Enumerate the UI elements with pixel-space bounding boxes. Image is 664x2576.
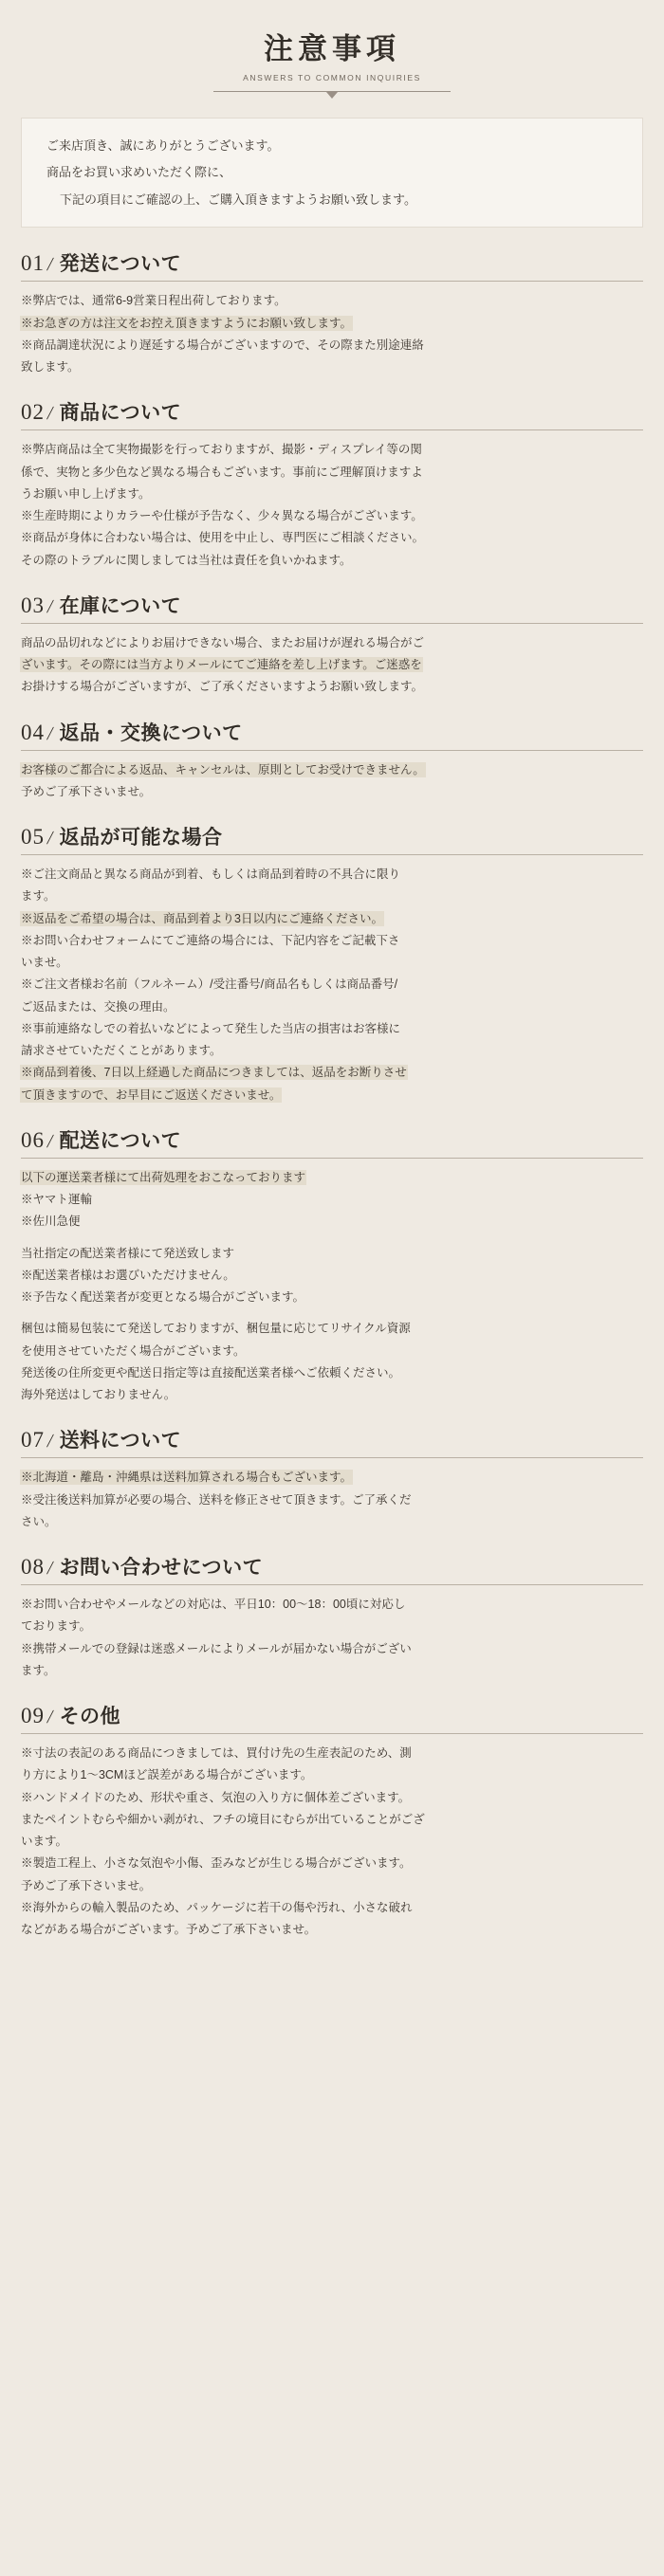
section-line xyxy=(21,1086,643,1105)
section-number: 07 xyxy=(21,1428,45,1452)
section-body xyxy=(21,1595,643,1680)
section-body xyxy=(21,633,643,697)
section-line xyxy=(21,1920,643,1939)
section-line xyxy=(21,1468,643,1487)
section-number: 04 xyxy=(21,720,45,744)
section-title: 商品について xyxy=(59,402,182,425)
section-title: 発送について xyxy=(59,253,182,276)
notice-section xyxy=(21,591,643,697)
section-line xyxy=(21,1019,643,1038)
plain-text: ※寸法の表記のある商品につきましては、買付け先の生産表記のため、測 xyxy=(21,1746,412,1761)
slash-icon: / xyxy=(46,1707,55,1728)
section-title: 在庫について xyxy=(59,594,182,617)
page-header xyxy=(0,0,664,99)
plain-text: ※商品が身体に合わない場合は、使用を中止し、専門医にご相談ください。 xyxy=(21,531,425,545)
notice-section xyxy=(21,1552,643,1680)
line-spacer xyxy=(21,1234,643,1244)
notice-section xyxy=(21,718,643,802)
notice-section xyxy=(21,822,643,1105)
slash-icon: / xyxy=(46,254,55,276)
plain-text: 海外発送はしておりません。 xyxy=(21,1388,176,1402)
plain-text: ※弊店商品は全て実物撮影を行っておりますが、撮影・ディスプレイ等の関 xyxy=(21,443,422,457)
plain-text: ※商品調達状況により遅延する場合がございますので、その際また別途連絡 xyxy=(21,338,424,352)
slash-icon: / xyxy=(46,828,55,850)
section-line xyxy=(21,633,643,652)
section-line xyxy=(21,528,643,547)
notice-section xyxy=(21,1125,643,1405)
plain-text: ※弊店では、通常6-9営業日程出荷しております。 xyxy=(21,294,286,308)
section-heading xyxy=(21,248,643,282)
highlighted-text: お客様のご都合による返品、キャンセルは、原則としてお受けできません。 xyxy=(21,762,425,776)
section-line xyxy=(21,506,643,525)
highlighted-text: ざいます。その際には当方よりメールにてご連絡を差し上げます。ご迷惑を xyxy=(21,658,422,672)
section-line xyxy=(21,1266,643,1285)
highlighted-text: 以下の運送業者様にて出荷処理をおこなっております xyxy=(21,1170,306,1184)
plain-text: 梱包は簡易包装にて発送しておりますが、梱包量に応じてリサイクル資源 xyxy=(21,1322,411,1336)
plain-text: ます。 xyxy=(21,1663,56,1677)
section-line xyxy=(21,886,643,905)
section-line xyxy=(21,1363,643,1382)
section-body xyxy=(21,1744,643,1939)
line-spacer xyxy=(21,1309,643,1319)
plain-text: います。 xyxy=(21,1835,68,1849)
section-heading xyxy=(21,1125,643,1159)
section-heading xyxy=(21,1552,643,1585)
highlighted-text: ※商品到着後、7日以上経過した商品につきましては、返品をお断りさせ xyxy=(21,1066,407,1080)
section-line xyxy=(21,1212,643,1231)
highlighted-text: ※返品をご希望の場合は、商品到着より3日以内にご連絡ください。 xyxy=(21,911,383,925)
section-line xyxy=(21,314,643,333)
section-title: その他 xyxy=(59,1706,121,1728)
section-line xyxy=(21,1765,643,1784)
section-number: 08 xyxy=(21,1555,45,1580)
notice-section xyxy=(21,248,643,376)
section-body xyxy=(21,291,643,376)
section-heading xyxy=(21,822,643,855)
section-line xyxy=(21,551,643,570)
sections-container xyxy=(0,248,664,1939)
section-number: 05 xyxy=(21,825,45,850)
section-number: 02 xyxy=(21,400,45,425)
section-line xyxy=(21,1168,643,1187)
plain-text: ※ヤマト運輸 xyxy=(21,1193,93,1207)
plain-text: ※携帯メールでの登録は迷惑メールによりメールが届かない場合がござい xyxy=(21,1641,412,1655)
section-line xyxy=(21,463,643,482)
plain-text: その際のトラブルに関しましては当社は責任を負いかねます。 xyxy=(21,553,352,567)
highlighted-text: ※北海道・離島・沖縄県は送料加算される場合もございます。 xyxy=(21,1471,353,1485)
section-body xyxy=(21,865,643,1105)
page-title: 注意事項 xyxy=(264,32,400,65)
section-line xyxy=(21,655,643,674)
plain-text: ております。 xyxy=(21,1619,92,1634)
intro-line-2: 商品をお買い求めいただく際に、 xyxy=(46,165,232,180)
slash-icon: / xyxy=(46,1431,55,1452)
section-line xyxy=(21,357,643,376)
plain-text: うお願い申し上げます。 xyxy=(21,486,151,501)
section-line xyxy=(21,997,643,1016)
section-line xyxy=(21,1385,643,1404)
section-number: 09 xyxy=(21,1704,45,1728)
section-line xyxy=(21,1876,643,1895)
plain-text: ご返品または、交換の理由。 xyxy=(21,999,175,1014)
section-line xyxy=(21,865,643,884)
plain-text: 予めご了承下さいませ。 xyxy=(21,784,152,798)
plain-text: いませ。 xyxy=(21,956,68,970)
section-line xyxy=(21,291,643,310)
plain-text: ※お問い合わせフォームにてご連絡の場合には、下記内容をご記載下さ xyxy=(21,933,400,947)
notice-section xyxy=(21,1425,643,1531)
slash-icon: / xyxy=(46,722,55,744)
plain-text: り方により1～3CMほど誤差がある場合がございます。 xyxy=(21,1768,313,1782)
header-caret-wrap xyxy=(0,92,664,99)
slash-icon: / xyxy=(46,1558,55,1580)
plain-text: ※海外からの輸入製品のため、パッケージに若干の傷や汚れ、小さな破れ xyxy=(21,1900,413,1914)
notice-section xyxy=(21,1701,643,1939)
plain-text: お掛けする場合がございますが、ご了承くださいますようお願い致します。 xyxy=(21,680,424,694)
intro-line-3: 下記の項目にご確認の上、ご購入頂きますようお願い致します。 xyxy=(60,192,416,207)
section-line xyxy=(21,1832,643,1851)
plain-text: ※ハンドメイドのため、形状や重さ、気泡の入り方に個体差ございます。 xyxy=(21,1790,411,1804)
plain-text: ※受注後送料加算が必要の場合、送料を修正させて頂きます。ご了承くだ xyxy=(21,1492,412,1507)
section-title: 送料について xyxy=(59,1430,182,1452)
plain-text: ※お問い合わせやメールなどの対応は、平日10：00～18：00頃に対応し xyxy=(21,1598,406,1612)
plain-text: ※ご注文者様お名前（フルネーム）/受注番号/商品名もしくは商品番号/ xyxy=(21,977,398,992)
section-number: 03 xyxy=(21,593,45,617)
section-line xyxy=(21,1490,643,1509)
section-line xyxy=(21,1512,643,1531)
plain-text: ※事前連絡なしでの着払いなどによって発生した当店の損害はお客様に xyxy=(21,1021,401,1035)
section-line xyxy=(21,1041,643,1060)
section-line xyxy=(21,1788,643,1807)
section-body xyxy=(21,1168,643,1405)
plain-text: またペイントむらや細かい剥がれ、フチの境目にむらが出ていることがござ xyxy=(21,1812,425,1826)
plain-text: ※配送業者様はお選びいただけません。 xyxy=(21,1268,235,1282)
section-line xyxy=(21,1342,643,1361)
plain-text: さい。 xyxy=(21,1514,57,1528)
section-heading xyxy=(21,591,643,624)
section-line xyxy=(21,1617,643,1635)
caret-down-icon xyxy=(326,92,338,99)
page-subtitle: ANSWERS TO COMMON INQUIRIES xyxy=(243,73,421,82)
section-title: お問い合わせについて xyxy=(59,1557,264,1580)
highlighted-text: ※お急ぎの方は注文をお控え頂きますようにお願い致します。 xyxy=(21,316,353,330)
section-number: 01 xyxy=(21,251,45,276)
intro-box xyxy=(21,118,643,228)
section-heading xyxy=(21,1425,643,1458)
section-line xyxy=(21,931,643,950)
section-line xyxy=(21,677,643,696)
highlighted-text: て頂きますので、お早目にご返送くださいませ。 xyxy=(21,1087,282,1102)
intro-line-1: ご来店頂き、誠にありがとうございます。 xyxy=(46,138,280,153)
section-line xyxy=(21,953,643,972)
section-line xyxy=(21,1063,643,1082)
slash-icon: / xyxy=(46,403,55,425)
section-body xyxy=(21,1468,643,1531)
section-line xyxy=(21,782,643,801)
plain-text: 致します。 xyxy=(21,360,80,375)
plain-text: ※佐川急便 xyxy=(21,1215,81,1229)
section-heading xyxy=(21,718,643,751)
section-line xyxy=(21,1744,643,1763)
section-title: 返品・交換について xyxy=(59,722,243,744)
section-line xyxy=(21,1854,643,1873)
section-line xyxy=(21,336,643,355)
section-line xyxy=(21,975,643,994)
section-line xyxy=(21,1898,643,1917)
section-title: 返品が可能な場合 xyxy=(59,827,223,850)
plain-text: 係で、実物と多少色など異なる場合もございます。事前にご理解頂けますよ xyxy=(21,465,423,479)
section-line xyxy=(21,1319,643,1338)
section-line xyxy=(21,1810,643,1829)
section-heading xyxy=(21,1701,643,1734)
notice-section xyxy=(21,397,643,570)
section-line xyxy=(21,760,643,779)
section-line xyxy=(21,1661,643,1680)
slash-icon: / xyxy=(46,1130,55,1152)
plain-text: 予めご了承下さいませ。 xyxy=(21,1878,152,1892)
plain-text: ※製造工程上、小さな気泡や小傷、歪みなどが生じる場合がございます。 xyxy=(21,1856,412,1871)
section-line xyxy=(21,1244,643,1263)
plain-text: 商品の品切れなどによりお届けできない場合、またお届けが遅れる場合がご xyxy=(21,635,425,649)
section-number: 06 xyxy=(21,1127,45,1152)
plain-text: 請求させていただくことがあります。 xyxy=(21,1044,222,1058)
section-line xyxy=(21,1190,643,1209)
section-line xyxy=(21,1639,643,1658)
plain-text: ※予告なく配送業者が変更となる場合がございます。 xyxy=(21,1290,305,1305)
section-line xyxy=(21,909,643,928)
plain-text: 発送後の住所変更や配送日指定等は直接配送業者様へご依頼ください。 xyxy=(21,1365,401,1379)
plain-text: ※ご注文商品と異なる商品が到着、もしくは商品到着時の不具合に限り xyxy=(21,868,401,882)
section-title: 配送について xyxy=(59,1129,182,1152)
plain-text: ※生産時期によりカラーや仕様が予告なく、少々異なる場合がございます。 xyxy=(21,509,423,523)
section-body xyxy=(21,760,643,802)
slash-icon: / xyxy=(46,595,55,617)
section-body xyxy=(21,440,643,570)
section-line xyxy=(21,484,643,503)
plain-text: などがある場合がございます。予めご了承下さいませ。 xyxy=(21,1923,317,1937)
section-heading xyxy=(21,397,643,430)
section-line xyxy=(21,1288,643,1306)
section-line xyxy=(21,440,643,459)
plain-text: ます。 xyxy=(21,889,56,904)
plain-text: 当社指定の配送業者様にて発送致します xyxy=(21,1246,235,1260)
plain-text: を使用させていただく場合がございます。 xyxy=(21,1343,246,1358)
section-line xyxy=(21,1595,643,1614)
